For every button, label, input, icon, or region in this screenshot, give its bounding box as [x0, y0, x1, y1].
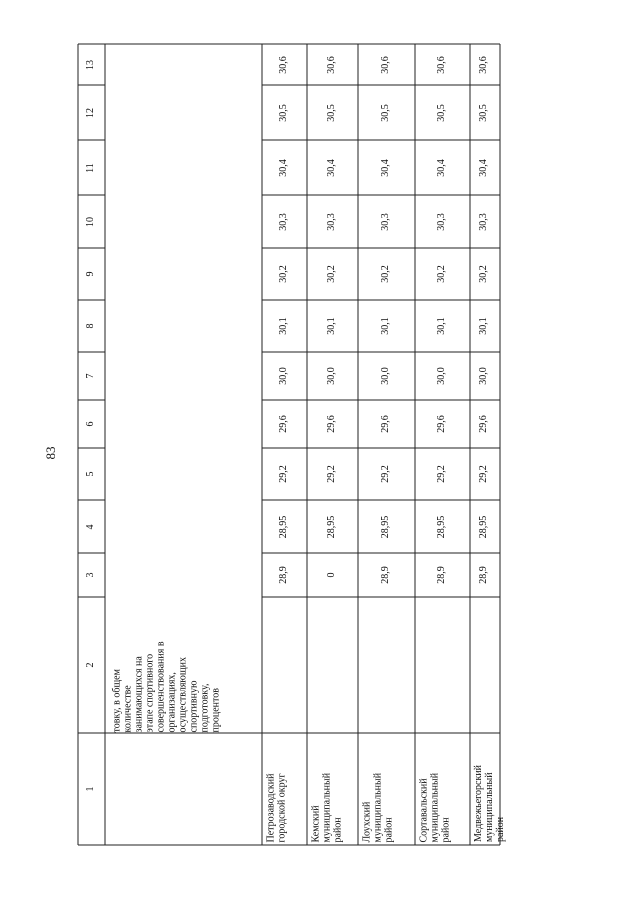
table-cell-value: 28,9	[478, 566, 489, 584]
table-cell-value: 30,1	[379, 317, 391, 335]
table-cell-value: 30,1	[277, 317, 289, 335]
table-cell-value: 30,4	[277, 158, 289, 177]
table-cell-value: 30,5	[277, 103, 289, 122]
table-cell-value: 30,4	[478, 158, 489, 177]
column-number-header: 1	[84, 786, 96, 792]
table-cell-value: 30,6	[435, 55, 447, 74]
table-cell-value: 30,3	[478, 212, 489, 231]
column-number-header: 3	[84, 572, 96, 578]
table-cell-value: 30,3	[277, 212, 289, 231]
table-cell-value: 29,6	[277, 415, 289, 433]
page-number: 83	[43, 446, 58, 460]
municipality-name: Лоухский муниципальный район	[361, 772, 394, 842]
table-cell-value: 28,95	[435, 515, 447, 538]
table-cell-value: 30,4	[379, 158, 391, 177]
indicator-description: товку, в общем количестве занимающихся на этапе спортивного совершенствования в организациях, осуществляющих спортивную подготовку, процентов	[111, 640, 221, 732]
table-cell-value: 29,6	[435, 415, 447, 433]
table-cell-value: 28,9	[277, 566, 289, 584]
column-number-header: 7	[84, 373, 96, 379]
table-cell-value: 30,2	[435, 265, 447, 283]
table-cell-value: 29,2	[277, 465, 289, 483]
table-cell-value: 30,0	[277, 367, 289, 385]
municipality-name: Петрозаводский городской округ	[265, 772, 287, 842]
column-number-header: 11	[84, 162, 96, 173]
table-cell-value: 29,2	[325, 465, 337, 483]
table-cell-value: 0	[325, 572, 337, 578]
table-cell-value: 30,6	[325, 55, 337, 74]
column-number-header: 13	[84, 59, 96, 70]
table-cell-value: 29,6	[379, 415, 391, 433]
table-cell-value: 28,95	[379, 515, 391, 538]
table-cell-value: 30,6	[478, 55, 489, 74]
table-cell-value: 30,4	[325, 158, 337, 177]
table-cell-value: 30,2	[277, 265, 289, 283]
table-cell-value: 28,95	[478, 515, 489, 538]
table-cell-value: 28,95	[277, 515, 289, 538]
table-cell-value: 30,3	[379, 212, 391, 231]
table-cell-value: 28,95	[325, 515, 337, 538]
column-number-header: 10	[84, 216, 96, 227]
table-cell-value: 28,9	[435, 566, 447, 584]
table-cell-value: 30,5	[325, 103, 337, 122]
table-cell-value: 29,2	[379, 465, 391, 483]
table-cell-value: 30,4	[435, 158, 447, 177]
table-cell-value: 30,2	[379, 265, 391, 283]
table-cell-value: 30,2	[478, 265, 489, 283]
table-cell-value: 30,0	[435, 367, 447, 385]
table-cell-value: 30,1	[435, 317, 447, 335]
table-cell-value: 28,9	[379, 566, 391, 584]
table-cell-value: 30,3	[435, 212, 447, 231]
column-number-header: 9	[84, 271, 96, 277]
table-cell-value: 30,0	[478, 367, 489, 385]
table-cell-value: 30,6	[277, 55, 289, 74]
municipality-name: Медвежьегорский муниципальный район	[473, 764, 506, 842]
table-cell-value: 29,6	[325, 415, 337, 433]
table-cell-value: 30,0	[379, 367, 391, 385]
table-cell-value: 29,2	[435, 465, 447, 483]
municipality-name: Кемский муниципальный район	[310, 772, 343, 842]
table-cell-value: 30,5	[478, 103, 489, 122]
column-number-header: 4	[84, 524, 96, 529]
column-number-header: 2	[84, 662, 96, 668]
table-cell-value: 30,0	[325, 367, 337, 385]
table-cell-value: 30,1	[325, 317, 337, 335]
column-number-header: 5	[84, 471, 96, 477]
table-cell-value: 30,2	[325, 265, 337, 283]
municipality-name: Сортавальский муниципальный район	[418, 772, 451, 842]
table-cell-value: 30,5	[435, 103, 447, 122]
column-number-header: 8	[84, 323, 96, 329]
table-cell-value: 29,6	[478, 415, 489, 433]
table-cell-value: 30,6	[379, 55, 391, 74]
table-cell-value: 29,2	[478, 465, 489, 483]
column-number-header: 6	[84, 421, 96, 427]
table-cell-value: 30,1	[478, 317, 489, 335]
column-number-header: 12	[84, 107, 96, 118]
table-cell-value: 30,3	[325, 212, 337, 231]
table-cell-value: 30,5	[379, 103, 391, 122]
